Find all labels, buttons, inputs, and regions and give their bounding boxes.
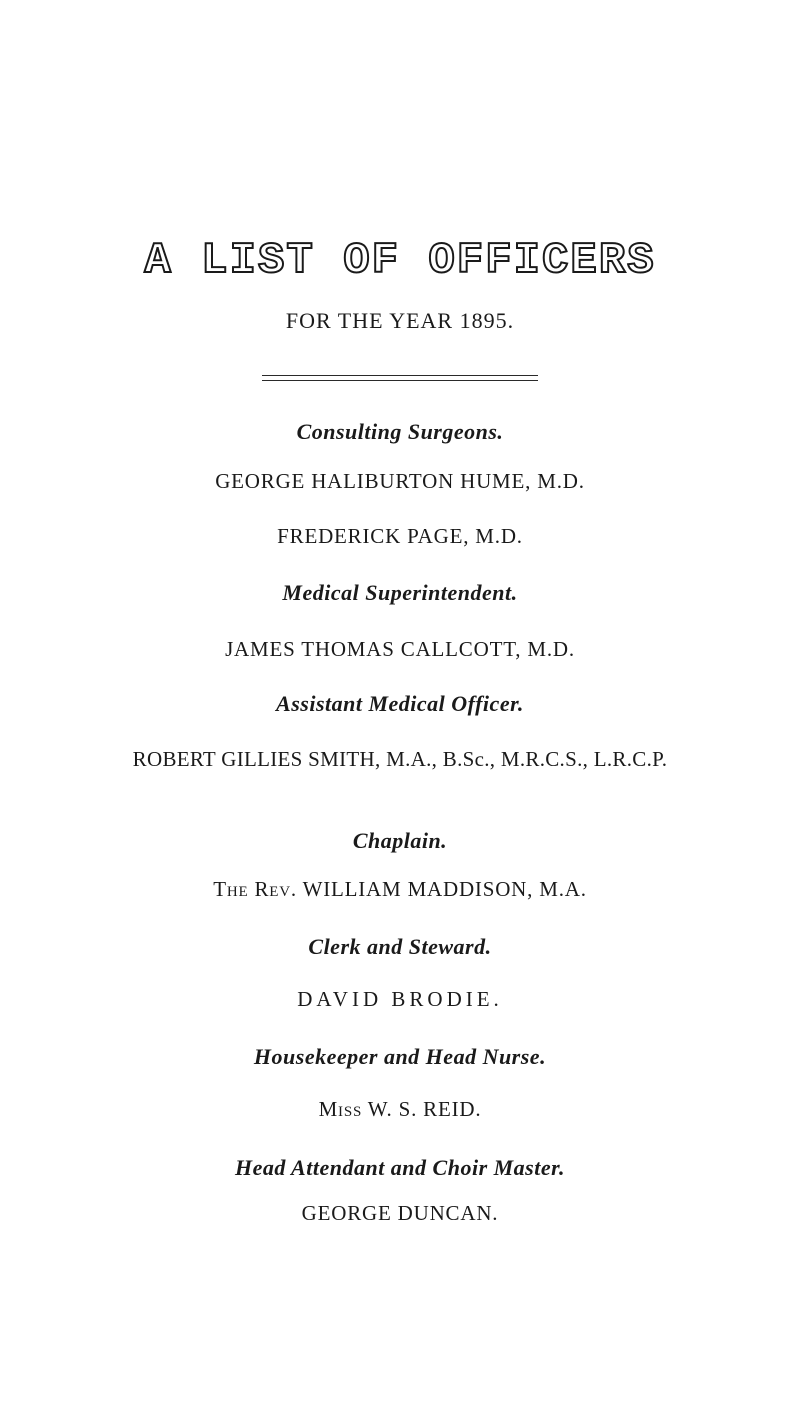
section-consulting-surgeons <box>0 419 800 445</box>
officer-name <box>0 746 800 772</box>
section-chaplain <box>0 828 800 854</box>
officer-name-text: FREDERICK PAGE, M.D. <box>277 524 523 548</box>
officer-name-text: DAVID BRODIE. <box>297 987 503 1011</box>
officer-name <box>0 986 800 1012</box>
officer-name-text: GEORGE HALIBURTON HUME, M.D. <box>215 469 585 493</box>
section-head-attendant-and-choir-master <box>0 1155 800 1181</box>
section-heading: Chaplain. <box>352 828 448 853</box>
double-rule-top <box>262 375 538 376</box>
page-subtitle: FOR THE YEAR 1895. <box>285 308 515 333</box>
officer-name-text: JAMES THOMAS CALLCOTT, M.D. <box>225 637 575 661</box>
officer-name <box>0 523 800 549</box>
section-heading: Clerk and Steward. <box>308 934 492 959</box>
officer-name <box>0 636 800 662</box>
section-heading: Medical Superintendent. <box>282 580 518 605</box>
officer-name-text: The Rev. WILLIAM MADDISON, M.A. <box>213 877 587 901</box>
officer-name <box>0 1096 800 1122</box>
officer-name-text: ROBERT GILLIES SMITH, M.A., B.Sc., M.R.C.S., L.R.C.P. <box>132 747 668 771</box>
section-assistant-medical-officer <box>0 691 800 717</box>
section-heading: Consulting Surgeons. <box>296 419 504 444</box>
page-title: A LIST OF OFFICERS <box>144 236 656 286</box>
officer-name <box>0 876 800 902</box>
section-housekeeper-and-head-nurse <box>0 1044 800 1070</box>
section-heading: Housekeeper and Head Nurse. <box>253 1044 547 1069</box>
officer-name-text: GEORGE DUNCAN. <box>301 1201 499 1225</box>
section-heading: Head Attendant and Choir Master. <box>235 1155 565 1180</box>
officer-name-text: Miss W. S. REID. <box>318 1097 482 1121</box>
officer-name <box>0 1200 800 1226</box>
section-clerk-and-steward <box>0 934 800 960</box>
officer-name <box>0 468 800 494</box>
section-medical-superintendent <box>0 580 800 606</box>
double-rule-bottom <box>262 380 538 381</box>
section-heading: Assistant Medical Officer. <box>276 691 524 716</box>
